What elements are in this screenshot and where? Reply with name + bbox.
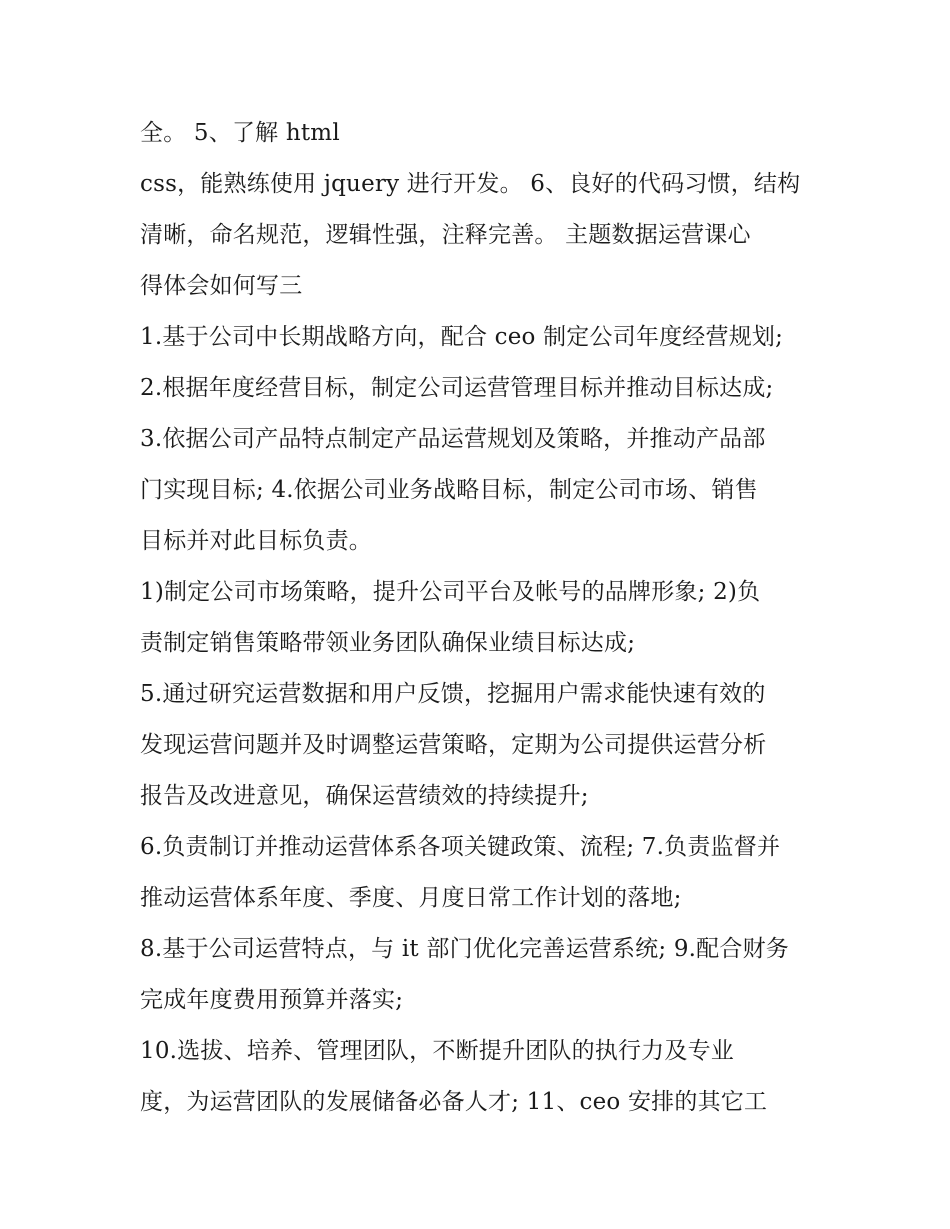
- text-line: 1.基于公司中长期战略方向，配合 ceo 制定公司年度经营规划;: [140, 324, 784, 350]
- text-line: 10.选拔、培养、管理团队，不断提升团队的执行力及专业: [140, 1038, 734, 1064]
- text-line: 清晰，命名规范，逻辑性强，注释完善。 主题数据运营课心: [140, 222, 751, 248]
- text-line: 报告及改进意见，确保运营绩效的持续提升;: [140, 783, 589, 809]
- text-line: 2.根据年度经营目标，制定公司运营管理目标并推动目标达成;: [140, 375, 774, 401]
- text-line: 发现运营问题并及时调整运营策略，定期为公司提供运营分析: [140, 732, 767, 758]
- text-line: 目标并对此目标负责。: [140, 528, 372, 554]
- text-line: 推动运营体系年度、季度、月度日常工作计划的落地;: [140, 885, 682, 911]
- text-line: 责制定销售策略带领业务团队确保业绩目标达成;: [140, 630, 636, 656]
- text-line: 完成年度费用预算并落实;: [140, 987, 404, 1013]
- text-line: 6.负责制订并推动运营体系各项关键政策、流程; 7.负责监督并: [140, 834, 781, 860]
- document-body: [140, 108, 830, 1128]
- text-line: 5.通过研究运营数据和用户反馈，挖掘用户需求能快速有效的: [140, 681, 766, 707]
- text-line: css，能熟练使用 jquery 进行开发。 6、良好的代码习惯，结构: [140, 171, 801, 197]
- text-line: 度，为运营团队的发展储备必备人才; 11、ceo 安排的其它工: [140, 1089, 768, 1115]
- text-line: 门实现目标; 4.依据公司业务战略目标，制定公司市场、销售: [140, 477, 758, 503]
- text-line: 8.基于公司运营特点，与 it 部门优化完善运营系统; 9.配合财务: [140, 936, 789, 962]
- text-line: 得体会如何写三: [140, 273, 303, 299]
- text-line: 3.依据公司产品特点制定产品运营规划及策略，并推动产品部: [140, 426, 766, 452]
- text-line: 全。 5、了解 html: [140, 120, 340, 146]
- text-line: 1)制定公司市场策略，提升公司平台及帐号的品牌形象; 2)负: [140, 579, 761, 605]
